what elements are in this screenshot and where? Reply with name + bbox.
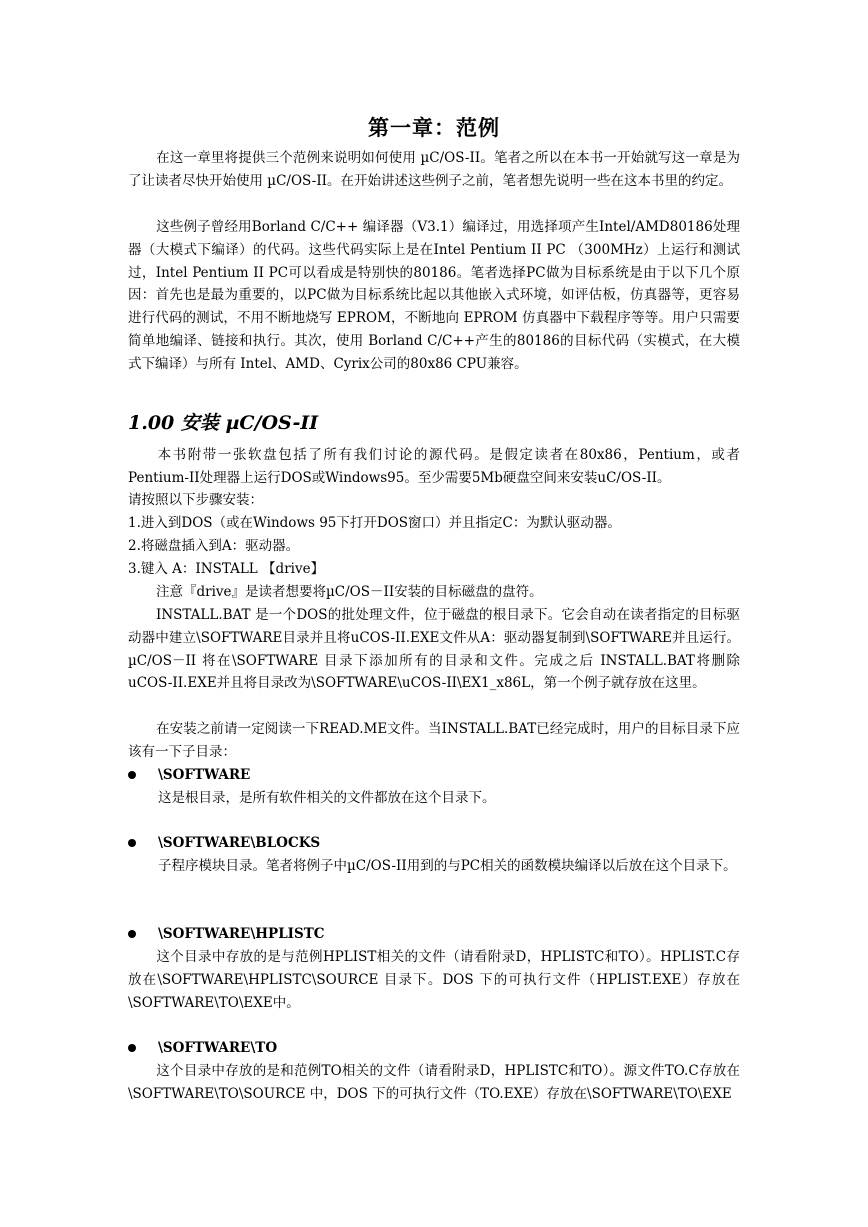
note-paragraph: 注意『drive』是读者想要将µC/OS－II安装的目标磁盘的盘符。 [156,584,543,600]
bullet-icon [128,771,136,779]
install-intro-line: 请按照以下步骤安装： [128,492,263,508]
bullet-icon [128,839,136,847]
installbat-paragraph: INSTALL.BAT 是一个DOS的批处理文件，位于磁盘的根目录下。它会自动在读者指定的目标驱动器中建立\SOFTWARE目录并且将uCOS-II.EXE文件从A：驱动器复制到\SOFTWARE并且运行。µC/OS－II 将在\SOFTWARE 目录下添加所有的目录和文件。完成之后 INSTALL.BAT将删除uCOS-II.EXE并且将目录改为\SOFTWARE\uCOS-II\EX1_x86L，第一个例子就存放在这里。 [128,607,740,692]
readme-paragraph: 在安装之前请一定阅读一下READ.ME文件。当INSTALL.BAT已经完成时，用户的目标目录下应该有一下子目录： [128,721,740,760]
directory-description: 这是根目录，是所有软件相关的文件都放在这个目录下。 [158,790,496,806]
install-step-2: 2.将磁盘插入到A：驱动器。 [128,538,300,554]
chapter-title: 第一章：范例 [368,115,500,140]
intro-paragraph-1: 在这一章里将提供三个范例来说明如何使用 µC/OS-II。笔者之所以在本书一开始就写这一章是为了让读者尽快开始使用 µC/OS-II。在开始讲述这些例子之前，笔者想先说明一些在这本书里的约定。 [128,150,740,189]
directory-description: 子程序模块目录。笔者将例子中µC/OS-II用到的与PC相关的函数模块编译以后放在这个目录下。 [158,858,737,874]
install-step-1: 1.进入到DOS（或在Windows 95下打开DOS窗口）并且指定C：为默认驱动器。 [128,515,621,531]
section-heading: 1.00 安装 µC/OS-II [128,412,319,434]
intro-paragraph-2: 这些例子曾经用Borland C/C++ 编译器（V3.1）编译过，用选择项产生Intel/AMD80186处理器（大模式下编译）的代码。这些代码实际上是在Intel Pentium II PC （300MHz）上运行和测试过，Intel Pentium II PC可以看成是特别快的80186。笔者选择PC做为目标系统是由于以下几个原因：首先也是最为重要的，以PC做为目标系统比起以其他嵌入式环境，如评估板，仿真器等，更容易进行代码的测试，不用不断地烧写 EPROM，不断地向 EPROM 仿真器中下载程序等等。用户只需要简单地编译、链接和执行。其次，使用 Borland C/C++产生的80186的目标代码（实模式，在大模式下编译）与所有 Intel、AMD、Cyrix公司的80x86 CPU兼容。 [128,219,740,372]
directory-name: \SOFTWARE\BLOCKS [158,835,321,851]
directory-description: 这个目录中存放的是和范例TO相关的文件（请看附录D，HPLISTC和TO）。源文件TO.C存放在\SOFTWARE\TO\SOURCE 中，DOS 下的可执行文件（TO.EXE）存放在\SOFTWARE\TO\EXE [128,1063,740,1102]
directory-name: \SOFTWARE\HPLISTC [158,926,325,942]
install-step-3: 3.键入 A：INSTALL 【drive】 [128,561,325,577]
directory-name: \SOFTWARE\TO [158,1040,278,1056]
directory-description: 这个目录中存放的是与范例HPLIST相关的文件（请看附录D，HPLISTC和TO）。HPLIST.C存放在\SOFTWARE\HPLISTC\SOURCE 目录下。DOS 下的可执行文件（HPLIST.EXE）存放在\SOFTWARE\TO\EXE中。 [128,949,740,1011]
bullet-icon [128,930,136,938]
bullet-icon [128,1044,136,1052]
install-paragraph: 本书附带一张软盘包括了所有我们讨论的源代码。是假定读者在80x86，Pentium，或者Pentium-II处理器上运行DOS或Windows95。至少需要5Mb硬盘空间来安装uC/OS-II。 [128,447,740,486]
directory-name: \SOFTWARE [158,767,251,783]
